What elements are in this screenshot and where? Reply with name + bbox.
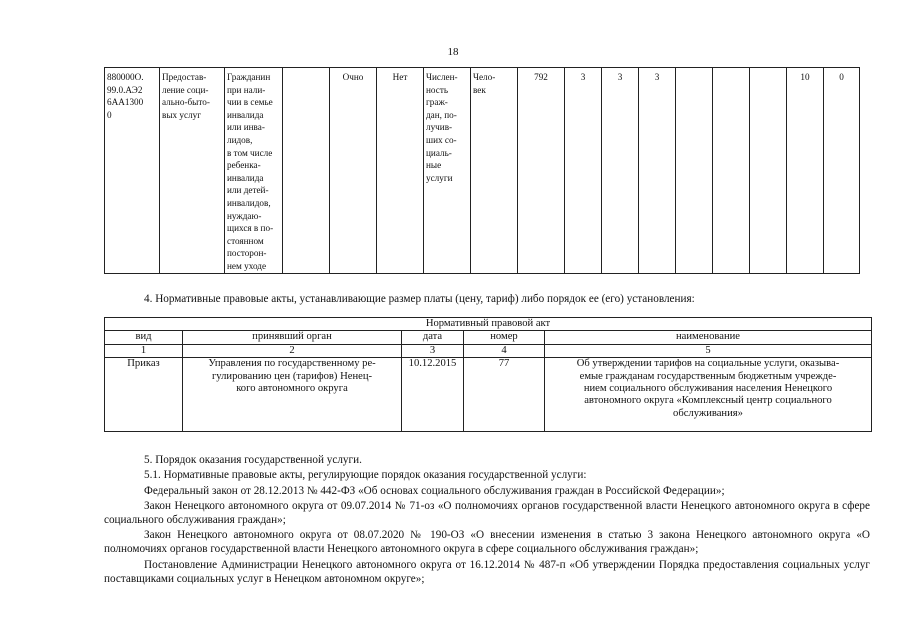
value-cell: 3 [639,68,676,274]
recipient-category-cell: Гражданин при нали- чии в семье инвалида или инва- лидов, в том числе ребенка- инвалида или детей- инвалидов, нуждаю- щихся в по- стоянном посторон- нем уходе [225,68,283,274]
form-cell: Очно [330,68,377,274]
value-cell: 3 [565,68,602,274]
paragraph-federal-law: Федеральный закон от 28.12.2013 № 442-ФЗ «Об основах социального обслуживания граждан в Российской Федерации»; [144,485,725,497]
act-number: 77 [464,358,545,432]
section-4-heading: 4. Нормативные правовые акты, устанавливающие размер платы (цену, тариф) либо порядок ее (его) установления: [144,293,695,305]
indicator-cell: Числен- ность граж- дан, по- лучив- ших со- циаль- ные услуги [424,68,471,274]
table-row [105,68,860,274]
paragraph-regional-law-190: Закон Ненецкого автономного округа от 08.07.2020 № 190-ОЗ «О внесении изменения в статью 3 закона Ненецкого автономного округа «О полномочиях органов государственной власти Ненецкого автономного округа в сфере социального обслуживания граждан»; [104,529,870,555]
service-indicators-table [104,67,860,274]
table-header-row [105,331,872,344]
paragraph-regional-law-71: Закон Ненецкого автономного округа от 09.07.2014 № 71-оз «О полномочиях органов государственной власти Ненецкого автономного округа в сфере социального обслуживания граждан»; [104,500,870,526]
service-name-cell: Предостав- ление соци- ально-быто- вых услуг [160,68,225,274]
empty-cell [283,68,330,274]
header-date: дата [402,331,464,344]
registry-code-cell: 880000О. 99.0.АЭ2 6АА1300 0 [105,68,160,274]
act-date: 10.12.2015 [402,358,464,432]
column-number: 3 [402,344,464,357]
header-number: номер [464,331,545,344]
section-5-heading: 5. Порядок оказания государственной услуги. [144,454,362,466]
act-name: Об утверждении тарифов на социальные услуги, оказыва- емые гражданам государственным бюджетным учрежде- нием социального обслуживания населения Ненецкого автономного округа «Комплексный центр социального обслуживания» [545,358,872,432]
okei-cell: 792 [518,68,565,274]
act-kind: Приказ [105,358,183,432]
value-cell: 10 [787,68,824,274]
paragraph-resolution-487: Постановление Администрации Ненецкого автономного округа от 16.12.2014 № 487-п «Об утверждении Порядка предоставления социальных услуг поставщиками социальных услуг в Ненецком автономном округе»; [104,559,870,585]
act-organ: Управления по государственному ре- гулированию цен (тарифов) Ненец- кого автономного округа [183,358,402,432]
header-kind: вид [105,331,183,344]
header-name: наименование [545,331,872,344]
value-cell: 3 [602,68,639,274]
value-cell [676,68,713,274]
table-caption: Нормативный правовой акт [105,318,872,331]
column-numbers-row [105,344,872,357]
section-5-1-heading: 5.1. Нормативные правовые акты, регулирующие порядок оказания государственной услуги: [144,469,587,481]
value-cell [713,68,750,274]
page-number: 18 [447,46,459,58]
column-number: 4 [464,344,545,357]
column-number: 5 [545,344,872,357]
value-cell: 0 [824,68,860,274]
column-number: 1 [105,344,183,357]
column-number: 2 [183,344,402,357]
flag-cell: Нет [377,68,424,274]
empty-cell [750,68,787,274]
header-organ: принявший орган [183,331,402,344]
unit-cell: Чело- век [471,68,518,274]
legal-acts-table [104,317,872,432]
table-row [105,358,872,432]
table-caption-row [105,318,872,331]
